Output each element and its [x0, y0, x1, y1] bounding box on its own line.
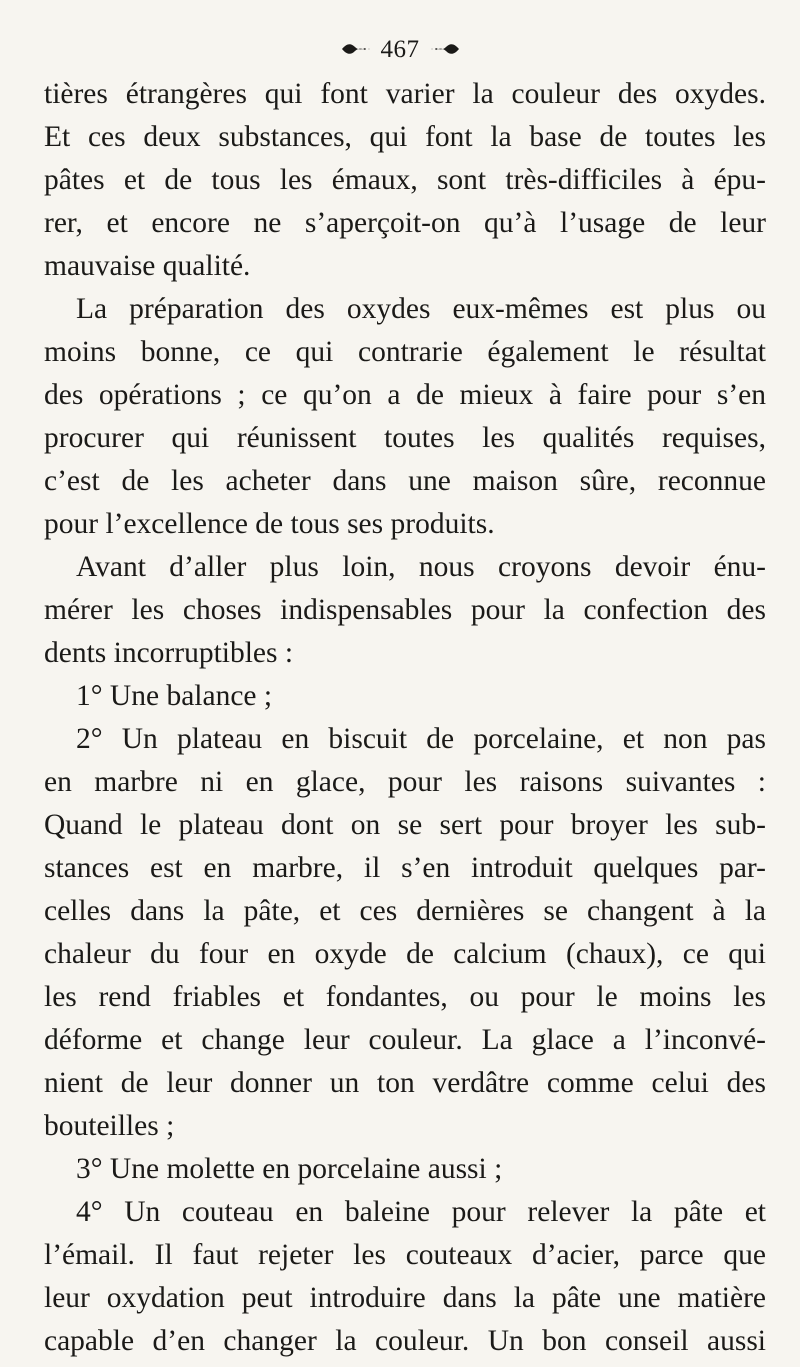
text-line: Et ces deux substances, qui font la base de toutes les — [44, 121, 766, 153]
text-line: mauvaise qualité. — [44, 250, 251, 282]
page-number: 467 — [380, 35, 420, 63]
text-line: pour l’excellence de tous ses produits. — [44, 508, 495, 540]
text-line: Quand le plateau dont on se sert pour broyer les sub- — [44, 809, 766, 841]
text-line: leur oxydation peut introduire dans la pâte une matière — [44, 1282, 766, 1314]
text-line: 3° Une molette en porcelaine aussi ; — [76, 1153, 503, 1185]
text-line: celles dans la pâte, et ces dernières se changent à la — [44, 895, 766, 927]
text-line: stances est en marbre, il s’en introduit quelques par- — [44, 852, 766, 884]
fleuron-left-icon — [341, 42, 371, 56]
text-line: mérer les choses indispensables pour la confection des — [44, 594, 766, 626]
page-header — [0, 32, 800, 66]
text-line: 1° Une balance ; — [76, 680, 273, 712]
text-line: rer, et encore ne s’aperçoit-on qu’à l’usage de leur — [44, 207, 766, 239]
fleuron-right-icon — [430, 42, 460, 56]
text-line: des opérations ; ce qu’on a de mieux à faire pour s’en — [44, 379, 766, 411]
text-line: bouteilles ; — [44, 1110, 175, 1142]
text-line: en marbre ni en glace, pour les raisons suivantes : — [44, 766, 766, 798]
text-line: dents incorruptibles : — [44, 637, 294, 669]
body-text — [44, 73, 766, 1363]
text-line: 4° Un couteau en baleine pour relever la pâte et — [76, 1196, 766, 1228]
text-line: tières étrangères qui font varier la couleur des oxydes. — [44, 78, 766, 110]
text-line: les rend friables et fondantes, ou pour le moins les — [44, 981, 766, 1013]
text-line: nient de leur donner un ton verdâtre comme celui des — [44, 1067, 766, 1099]
text-line: procurer qui réunissent toutes les qualités requises, — [44, 422, 766, 454]
text-line: pâtes et de tous les émaux, sont très-difficiles à épu- — [44, 164, 766, 196]
text-line: 2° Un plateau en biscuit de porcelaine, et non pas — [76, 723, 766, 755]
text-line: capable d’en changer la couleur. Un bon conseil aussi — [44, 1325, 766, 1357]
text-line: déforme et change leur couleur. La glace a l’inconvé- — [44, 1024, 766, 1056]
text-line: Avant d’aller plus loin, nous croyons devoir énu- — [76, 551, 766, 583]
text-line: moins bonne, ce qui contrarie également le résultat — [44, 336, 766, 368]
text-line: La préparation des oxydes eux-mêmes est plus ou — [76, 293, 766, 325]
text-line: l’émail. Il faut rejeter les couteaux d’acier, parce que — [44, 1239, 766, 1271]
text-line: c’est de les acheter dans une maison sûre, reconnue — [44, 465, 766, 497]
text-line: chaleur du four en oxyde de calcium (chaux), ce qui — [44, 938, 766, 970]
